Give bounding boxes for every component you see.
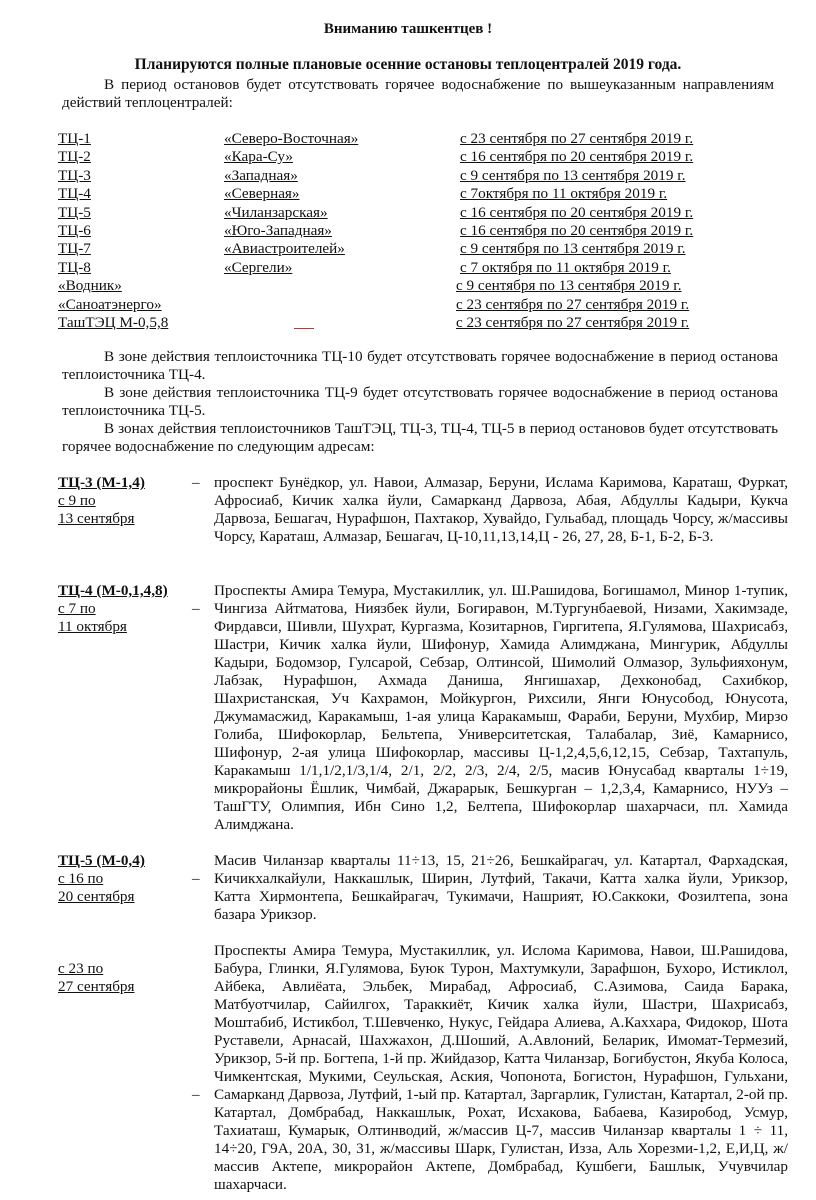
dash-separator: – bbox=[192, 600, 200, 617]
station-period: с 23 сентября по 27 сентября 2019 г. bbox=[456, 313, 690, 331]
station-row bbox=[58, 222, 778, 240]
zone-label-tc5 bbox=[58, 852, 198, 906]
station-code: ТЦ-3 bbox=[58, 166, 91, 184]
station-period: с 23 сентября по 27 сентября 2019 г. bbox=[456, 295, 690, 313]
document-subtitle: Планируются полные плановые осенние остановы теплоцентралей 2019 года. bbox=[134, 56, 682, 73]
station-name: «Юго-Западная» bbox=[224, 221, 332, 239]
station-row bbox=[58, 296, 778, 314]
paragraph-tc10: В зоне действия теплоисточника ТЦ-10 будет отсутствовать горячее водоснабжение в период останова теплоисточника ТЦ-4. bbox=[62, 348, 778, 383]
dash-separator: – bbox=[192, 870, 200, 887]
station-row bbox=[58, 259, 778, 277]
zone-date-end: 13 сентября bbox=[58, 510, 135, 527]
station-row bbox=[58, 148, 778, 166]
zone-address-list: Проспекты Амира Темура, Мустакиллик, ул. Ш.Рашидова, Богишамол, Минор 1-тупик, Чингиза Айтматова, Ниязбек йули, Богиравон, М.Тургунбаевой, Низами, Хакимзаде, Фирдавси, Шивли, Шухрат, Кургазма, Козитарнов, Гиргитепа, Я.Гулямова, Шахрисабз, Шастри, Кичик халка йули, Шифонур, Хамида Алимджана, Мингурик, Абдуллы Кадыри, Бодомзор, Гулсарой, Себзар, Олтинсой, Шимолий Олмазор, Зульфияхонум, Лабзак, Нурафшон, Ахмада Даниша, Янгишахар, Дехконобад, Сахибкор, Шахристанская, Уч Кахрамон, Мойкургон, Рихсили, Янги Юнусобод, Юнусота, Джумамасжид, Каракамыш, 1-ая улица Каракамыш, Фараби, Беруни, Мухбир, Мирзо Голиба, Шифокорлар, Бельтепа, Университетская, Талабалар, Зиё, Камарнисо, Шифонур, 2-ая улица Шифокорлар, массивы Ц-1,2,4,5,6,12,15, Себзар, Тахтапуль, Каракамыш 1/1,1/2,1/3,1/4, 2/1, 2/2, 2/3, 2/4, 2/5, масив Юнусабад кварталы 1÷19, микрорайоны Ёшлик, Чимбай, Джарарык, Бешкурган – 1,2,3,4, Камарнисо, НУУз – ТашГТУ, Олимпия, Ибн Сино 1,2, Белтепа, Шифокорлар шахарчаси, пл. Хамида Алимджана. bbox=[214, 582, 788, 833]
station-row bbox=[58, 314, 778, 332]
station-name: «Сергели» bbox=[224, 258, 293, 276]
station-period: с 9 сентября по 13 сентября 2019 г. bbox=[460, 240, 686, 258]
station-row bbox=[58, 240, 778, 258]
zone-label-tc4 bbox=[58, 582, 198, 636]
zone-date-end: 27 сентября bbox=[58, 978, 135, 995]
station-code: ТЦ-5 bbox=[58, 203, 91, 221]
station-name: «Северо-Восточная» bbox=[224, 130, 359, 147]
station-name: «Западная» bbox=[224, 166, 298, 184]
dash-separator: – bbox=[192, 1086, 200, 1103]
station-period: с 16 сентября по 20 сентября 2019 г. bbox=[460, 221, 694, 239]
station-row bbox=[58, 185, 778, 203]
station-code: ТЦ-2 bbox=[58, 148, 91, 166]
station-period: с 23 сентября по 27 сентября 2019 г. bbox=[460, 130, 694, 147]
station-name: «Северная» bbox=[224, 185, 300, 203]
paragraph-addresses-intro: В зонах действия теплоисточников ТашТЭЦ, ТЦ-3, ТЦ-4, ТЦ-5 в период остановов будет отсутствовать горячее водоснабжение по следующим адресам: bbox=[62, 420, 778, 455]
station-row bbox=[58, 167, 778, 185]
zone-date-end: 20 сентября bbox=[58, 888, 135, 905]
station-code: «Саноатэнерго» bbox=[58, 295, 162, 313]
station-code: ТЦ-1 bbox=[58, 130, 91, 147]
station-code: ТЦ-4 bbox=[58, 185, 91, 203]
zone-date-end: 11 октября bbox=[58, 618, 127, 635]
zone-date-start: с 16 по bbox=[58, 870, 104, 887]
station-name: «Кара-Су» bbox=[224, 148, 293, 166]
station-period: с 16 сентября по 20 сентября 2019 г. bbox=[460, 203, 694, 221]
zone-date-start: с 23 по bbox=[58, 960, 104, 977]
station-code: ТашТЭЦ М-0,5,8 bbox=[58, 313, 169, 331]
station-period: с 16 сентября по 20 сентября 2019 г. bbox=[460, 148, 694, 166]
zone-date-start: с 7 по bbox=[58, 600, 96, 617]
station-period: с 9 сентября по 13 сентября 2019 г. bbox=[456, 277, 682, 295]
station-schedule-list bbox=[58, 130, 778, 332]
station-row bbox=[58, 277, 778, 295]
zone-label-tc3 bbox=[58, 474, 198, 528]
station-code: «Водник» bbox=[58, 277, 122, 295]
station-name: «Чиланзарская» bbox=[224, 203, 328, 221]
zone-address-list: Масив Чиланзар кварталы 11÷13, 15, 21÷26, Бешкайрагач, ул. Катартал, Фархадская, Кичикхалкайули, Наккашлык, Ширин, Лутфий, Такачи, Катта халка йули, Урикзор, Катта Хирмонтепа, Бешкайрагач, Тукимачи, Нашрият, Ю.Саккоки, Фозилтепа, зона базара Урикзор. bbox=[214, 852, 788, 923]
station-row bbox=[58, 130, 778, 148]
station-period: с 7октября по 11 октября 2019 г. bbox=[460, 185, 668, 203]
intro-paragraph: В период остановов будет отсутствовать горячее водоснабжение по вышеуказанным направлениям действий теплоцентралей: bbox=[62, 76, 774, 111]
zone-date-start: с 9 по bbox=[58, 492, 96, 509]
station-row bbox=[58, 204, 778, 222]
station-period: с 7 октября по 11 октября 2019 г. bbox=[460, 258, 671, 276]
station-period: с 9 сентября по 13 сентября 2019 г. bbox=[460, 166, 686, 184]
zone-address-list: Проспекты Амира Темура, Мустакиллик, ул. Ислома Каримова, Навои, Ш.Рашидова, Бабура, Глинки, Я.Гулямова, Буюк Турон, Махтумкули, Зарафшон, Бухоро, Истиклол, Айбека, Авлиёата, Эльбек, Мирабад, Афросиаб, С.Азимова, Саида Барака, Матбуотчилар, Сайилгох, Тараккиёт, Кичик халка йули, Шастри, Шахрисабз, Моштабиб, Истикбол, Т.Шевченко, Нукус, Гейдара Алиева, А.Каххара, Фидокор, Шота Руставели, Арнасай, Шахжахон, Д.Шоший, А.Авлоний, Беларик, Имомат-Термезий, Урикзор, 5-й пр. Богтепа, 1-й пр. Жийдазор, Катта Чиланзар, Богибустон, Якуба Колоса, Чимкентская, Мукими, Сеульская, Аския, Чопонота, Богистон, Нурафшон, Гульхани, Самарканд Дарвоза, Лутфий, 1-ый пр. Катартал, Заргарлик, Гулистан, Катартал, 2-ой пр. Катартал, Домбрабад, Наккашлык, Рохат, Исхакова, Бабаева, Казиробод, Усмур, Тахиаташ, Кумарык, Олтинводий, ж/массив Ц-7, массив Чиланзар кварталы 1 ÷ 11, 14÷20, Г9А, 20А, 30, 31, ж/массивы Шарк, Гулистан, Изза, Аль Хорезми-1,2, Е,И,Ц, ж/массив Актепе, микрорайон Актепе, Домбрабад, Кушбеги, Башлык, Учувчилар шахарчаси. bbox=[214, 942, 788, 1193]
station-code: ТЦ-6 bbox=[58, 221, 91, 239]
station-code: ТЦ-7 bbox=[58, 240, 91, 258]
station-code: ТЦ-8 bbox=[58, 258, 91, 276]
zone-address-list: проспект Бунёдкор, ул. Навои, Алмазар, Беруни, Ислама Каримова, Караташ, Фуркат, Афросиаб, Кичик халка йули, Самарканд Дарвоза, Абая, Абдуллы Кадыри, Кукча Дарвоза, Бешагач, Нурафшон, Пахтакор, Хувайдо, Гульабад, площадь Чорсу, ж/массивы Чорсу, Караташ, Алмазар, Бешагач, Ц-10,11,13,14,Ц - 26, 27, 28, Б-1, Б-2, Б-3. bbox=[214, 474, 788, 545]
zone-label-tc5-second bbox=[58, 960, 198, 996]
station-name: «Авиастроителей» bbox=[224, 240, 345, 258]
zone-heading: ТЦ-5 (М-0,4) bbox=[58, 852, 145, 869]
red-underline-mark bbox=[294, 328, 314, 330]
zone-heading: ТЦ-3 (М-1,4) bbox=[58, 474, 145, 491]
document-title: Вниманию ташкентцев ! bbox=[323, 21, 493, 37]
dash-separator: – bbox=[192, 474, 200, 491]
paragraph-tc9: В зоне действия теплоисточника ТЦ-9 будет отсутствовать горячее водоснабжение в период останова теплоисточника ТЦ-5. bbox=[62, 384, 778, 419]
zone-heading: ТЦ-4 (М-0,1,4,8) bbox=[58, 582, 168, 599]
